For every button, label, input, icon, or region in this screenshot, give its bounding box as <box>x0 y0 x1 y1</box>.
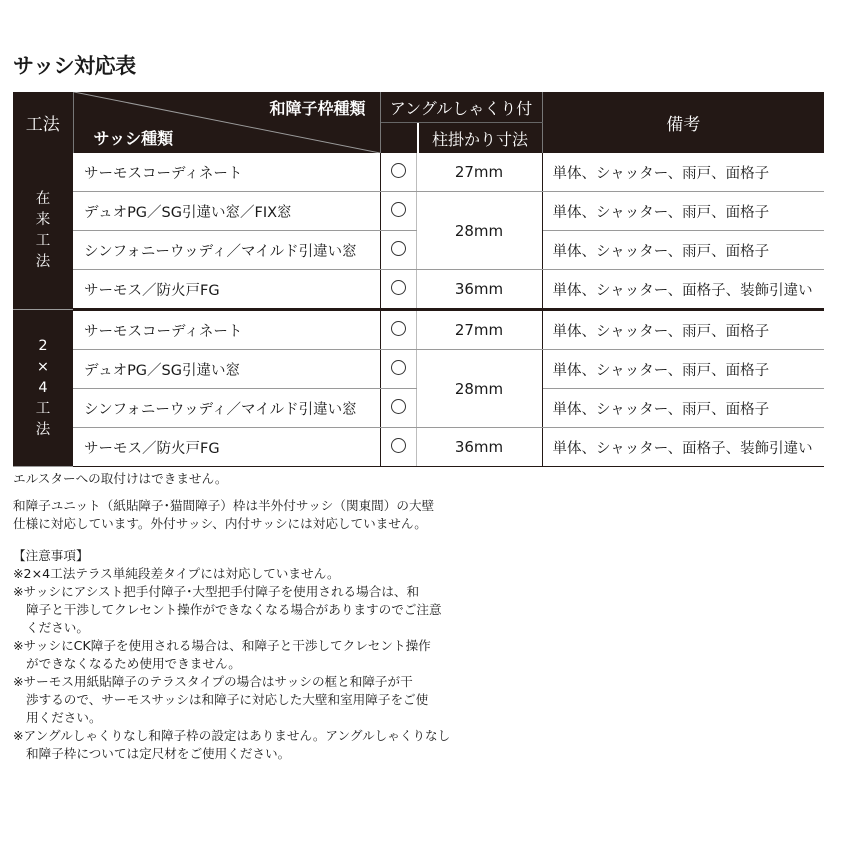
table-row <box>13 153 824 192</box>
sash-name: デュオPG／SG引違い窓 <box>73 350 380 389</box>
note-text: 単体、シャッター、雨戸、面格子 <box>542 231 824 270</box>
sash-name: デュオPG／SG引違い窓／FIX窓 <box>73 192 380 231</box>
note-text: 単体、シャッター、雨戸、面格子 <box>542 192 824 231</box>
pillar-size: 36mm <box>416 270 542 310</box>
header-diagonal-cell <box>73 92 380 153</box>
note-text: 単体、シャッター、雨戸、面格子 <box>542 310 824 350</box>
caution-item: ※アングルしゃくりなし和障子枠の設定はありません。アングルしゃくりなし <box>13 728 451 743</box>
note-text: 単体、シャッター、面格子、装飾引違い <box>542 428 824 467</box>
pillar-size: 28mm <box>416 350 542 428</box>
caution-title: 【注意事項】 <box>13 548 89 563</box>
circle-mark-icon <box>380 389 416 428</box>
note-text: 単体、シャッター、雨戸、面格子 <box>542 350 824 389</box>
circle-mark-icon <box>380 350 416 389</box>
header-method: 工法 <box>13 92 73 153</box>
table-row <box>13 428 824 467</box>
note-line: 和障子ユニット（紙貼障子･猫間障子）枠は半外付サッシ（関東間）の大壁 <box>13 498 435 513</box>
caution-item-cont: 用ください。 <box>26 710 102 725</box>
sash-name: サーモスコーディネート <box>73 153 380 192</box>
sash-name: サーモス／防火戸FG <box>73 270 380 310</box>
header-pillar: 柱掛かり寸法 <box>419 123 542 153</box>
subheader-pillar-cell <box>416 123 542 154</box>
caution-item-cont: 障子と干渉してクレセント操作ができなくなる場合がありますのでご注意 <box>26 602 442 617</box>
group-label-conventional: 在 来 工 法 <box>13 153 73 310</box>
table-row <box>13 310 824 350</box>
sash-name: サーモスコーディネート <box>73 310 380 350</box>
caution-item: ※サッシにアシスト把手付障子･大型把手付障子を使用される場合は、和 <box>13 584 420 599</box>
note-line: 仕様に対応しています。外付サッシ、内付サッシには対応していません。 <box>13 516 427 531</box>
note-line: エルスターへの取付けはできません。 <box>13 471 228 486</box>
caution-item: ※2×4工法テラス単純段差タイプには対応していません。 <box>13 566 340 581</box>
caution-item: ※サッシにCK障子を使用される場合は、和障子と干渉してクレセント操作 <box>13 638 431 653</box>
table-row <box>13 192 824 231</box>
header-angle: アングルしゃくり付 <box>380 92 542 123</box>
table-row <box>13 270 824 310</box>
circle-mark-icon <box>380 192 416 231</box>
subheader-blank <box>380 123 416 154</box>
note-text: 単体、シャッター、面格子、装飾引違い <box>542 270 824 310</box>
header-frame-type: 和障子枠種類 <box>269 99 366 118</box>
pillar-size: 27mm <box>416 310 542 350</box>
caution-item-cont: 渉するので、サーモスサッシは和障子に対応した大壁和室用障子をご使 <box>26 692 429 707</box>
pillar-size: 28mm <box>416 192 542 270</box>
sash-name: サーモス／防火戸FG <box>73 428 380 467</box>
pillar-size: 36mm <box>416 428 542 467</box>
group-label-2x4: 2 × 4 工 法 <box>13 310 73 467</box>
circle-mark-icon <box>380 231 416 270</box>
table-row <box>13 350 824 389</box>
circle-mark-icon <box>380 310 416 350</box>
caution-item: ※サーモス用紙貼障子のテラスタイプの場合はサッシの框と和障子が干 <box>13 674 413 689</box>
table-header-row <box>13 92 824 123</box>
header-sash-type: サッシ種類 <box>93 129 174 148</box>
note-text: 単体、シャッター、雨戸、面格子 <box>542 153 824 192</box>
notes-section <box>13 470 823 763</box>
header-notes: 備考 <box>542 92 824 153</box>
caution-item-cont: ができなくなるため使用できません。 <box>26 656 241 671</box>
circle-mark-icon <box>380 270 416 310</box>
circle-mark-icon <box>380 428 416 467</box>
note-text: 単体、シャッター、雨戸、面格子 <box>542 389 824 428</box>
sash-compatibility-table <box>13 92 824 467</box>
pillar-size: 27mm <box>416 153 542 192</box>
page-title: サッシ対応表 <box>13 54 136 78</box>
sash-name: シンフォニーウッディ／マイルド引違い窓 <box>73 231 380 270</box>
sash-name: シンフォニーウッディ／マイルド引違い窓 <box>73 389 380 428</box>
caution-item-cont: 和障子枠については定尺材をご使用ください。 <box>26 746 291 761</box>
circle-mark-icon <box>380 153 416 192</box>
caution-item-cont: ください。 <box>26 620 89 635</box>
